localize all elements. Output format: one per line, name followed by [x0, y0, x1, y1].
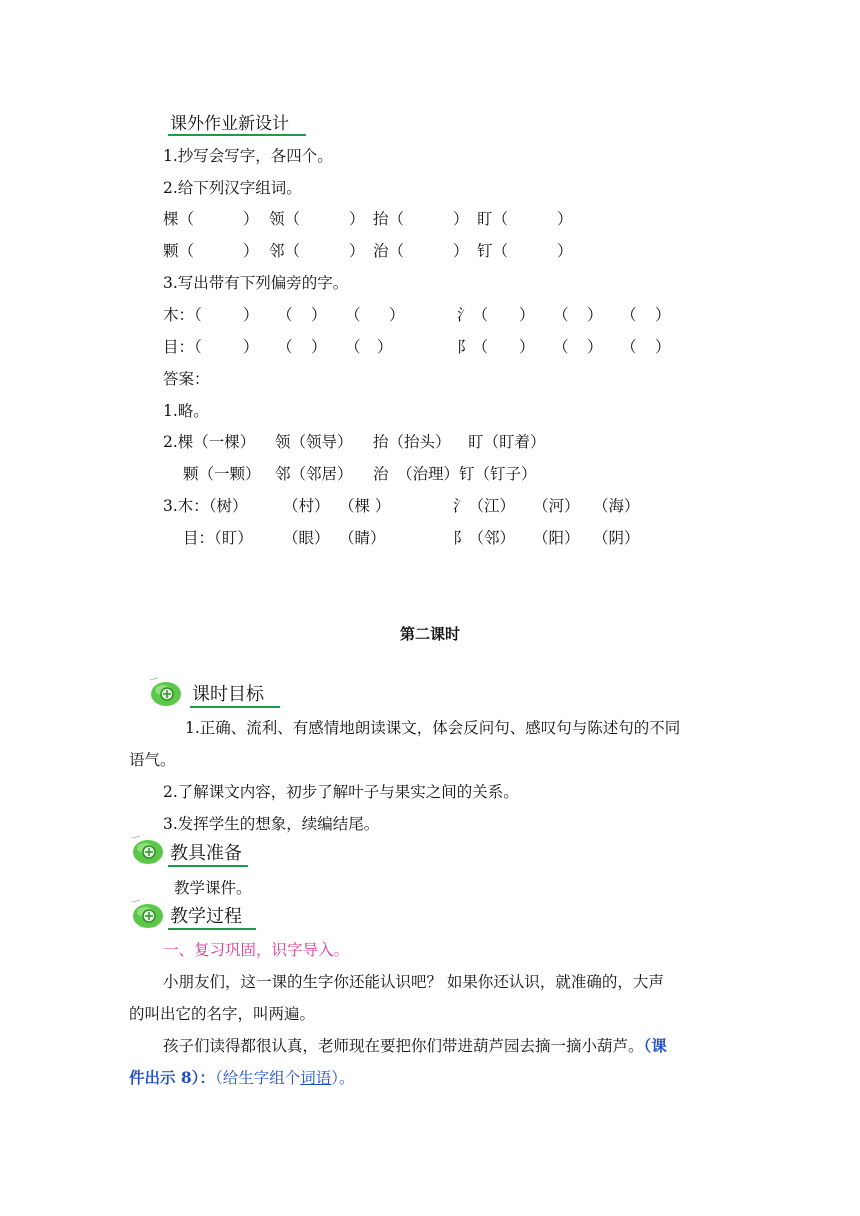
section-title-process: 教学过程	[170, 906, 242, 927]
q3-cell: （	[277, 338, 293, 356]
answer-cell: 2.棵（一棵）	[163, 433, 256, 451]
title-underline	[168, 134, 306, 136]
q2-cell: 治（	[373, 242, 405, 260]
goal-1-cont: 语气。	[129, 751, 176, 769]
words-link[interactable]: 词语	[300, 1069, 332, 1087]
q2-cell: 邻（	[269, 242, 301, 260]
q2-cell: 盯（	[477, 210, 509, 228]
answer-cell: 邻（邻居）	[275, 465, 353, 483]
answer-cell: （阴）	[593, 529, 640, 547]
answer-cell: （阳）	[533, 529, 580, 547]
section-title-tools: 教具准备	[170, 843, 242, 864]
answer-cell: （治理）钉（钉子）	[397, 465, 537, 483]
q3-cell: 阝（	[457, 338, 489, 356]
section-underline	[190, 706, 280, 708]
answers-label: 答案：	[163, 370, 210, 388]
lesson-title: 第二课时	[399, 625, 460, 643]
answer-cell: 领（领导）	[275, 433, 353, 451]
q3-cell: （	[553, 306, 569, 324]
answer-cell: （棵 ）	[339, 497, 391, 515]
q2-cell: ）	[349, 242, 365, 260]
q3-cell: ）	[655, 306, 671, 324]
leaf-icon	[130, 898, 166, 930]
q3-cell: ）	[243, 306, 259, 324]
answer-cell: 盯（盯着）	[468, 433, 546, 451]
q2-cell: ）	[453, 210, 469, 228]
q2-cell: ）	[453, 242, 469, 260]
q3-cell: （	[621, 306, 637, 324]
q3-cell: ）	[311, 306, 327, 324]
leaf-icon	[148, 676, 184, 708]
paragraph-1: 小朋友们，这一课的生字你还能认识吧？ 如果你还认识，就准确的，大声	[163, 973, 664, 991]
q2-cell: 颗（	[163, 242, 195, 260]
question-3: 3.写出带有下列偏旁的字。	[163, 274, 349, 292]
instruction-text: （给生字组个	[214, 1069, 301, 1087]
section-underline	[168, 928, 256, 930]
answer-cell: 目：（盯）	[183, 529, 253, 547]
answer-cell: 治	[373, 465, 389, 483]
q3-cell: （	[621, 338, 637, 356]
tools-text: 教学课件。	[174, 879, 252, 897]
goal-2: 2.了解课文内容，初步了解叶子与果实之间的关系。	[163, 783, 519, 801]
answer-cell: （河）	[533, 497, 580, 515]
step-1-heading: 一、复习巩固，识字导入。	[163, 941, 350, 959]
q3-cell: ）	[311, 338, 327, 356]
q3-cell: 木：（	[163, 306, 202, 324]
paragraph-2-text: 孩子们读得都很认真，老师现在要把你们带进葫芦园去摘一摘小葫芦。	[163, 1037, 644, 1055]
answer-cell: 3.木：（树）	[163, 497, 248, 515]
answer-1: 1.略。	[163, 402, 209, 420]
q2-cell: 领（	[269, 210, 301, 228]
leaf-icon	[130, 834, 166, 866]
q3-cell: 氵（	[457, 306, 489, 324]
courseware-note: （课	[643, 1036, 667, 1055]
q3-cell: ）	[519, 338, 535, 356]
section-title-goals: 课时目标	[192, 684, 264, 705]
answer-cell: （眼）	[283, 529, 330, 547]
answer-cell: 抬（抬头）	[373, 433, 451, 451]
q2-cell: ）	[243, 242, 259, 260]
goal-1: 1.正确、流利、有感情地朗读课文，体会反问句、感叹句与陈述句的不同	[185, 719, 681, 737]
q3-cell: （	[345, 338, 361, 356]
q2-cell: ）	[557, 210, 573, 228]
answer-cell: （村）	[283, 497, 330, 515]
answer-cell: 颗（一颗）	[183, 465, 261, 483]
question-2: 2.给下列汉字组词。	[163, 179, 302, 197]
instruction-text: ）。	[331, 1069, 355, 1087]
homework-title: 课外作业新设计	[170, 114, 289, 134]
q3-cell: （	[277, 306, 293, 324]
q3-cell: 目：（	[163, 338, 202, 356]
section-underline	[168, 865, 248, 867]
q3-cell: ）	[655, 338, 671, 356]
q2-cell: ）	[243, 210, 259, 228]
q2-cell: ）	[349, 210, 365, 228]
question-1: 1.抄写会写字，各四个。	[163, 147, 333, 165]
q2-cell: ）	[557, 242, 573, 260]
q3-cell: （	[345, 306, 361, 324]
paragraph-2	[163, 1036, 667, 1056]
q3-cell: ）	[519, 306, 535, 324]
q3-cell: ）	[587, 338, 603, 356]
q3-cell: ）	[389, 306, 405, 324]
answer-cell: （睛）	[339, 529, 386, 547]
q3-cell: （	[553, 338, 569, 356]
goal-3: 3.发挥学生的想象，续编结尾。	[163, 815, 380, 833]
q2-cell: 钉（	[477, 242, 509, 260]
answer-cell: （海）	[593, 497, 640, 515]
paragraph-2-cont	[129, 1068, 354, 1088]
answer-cell: 氵（江）	[453, 497, 516, 515]
paragraph-1-cont: 的叫出它的名字，叫两遍。	[129, 1005, 316, 1023]
q2-cell: 抬（	[373, 210, 405, 228]
answer-cell: 阝（邻）	[453, 529, 516, 547]
q3-cell: ）	[243, 338, 259, 356]
courseware-note: 件出示 8）：	[129, 1068, 215, 1087]
q3-cell: ）	[587, 306, 603, 324]
q2-cell: 棵（	[163, 210, 195, 228]
q3-cell: ）	[377, 338, 393, 356]
